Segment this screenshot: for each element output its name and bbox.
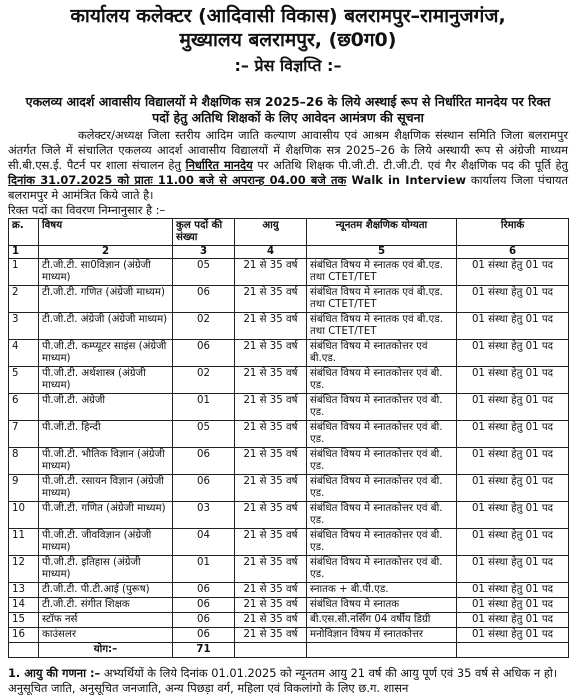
cell-qualification: संबंधित विषय मे स्नातक — [307, 598, 457, 613]
cell-posts: 05 — [173, 259, 235, 286]
cell-remark: 01 संस्था हेतु 01 पद — [457, 583, 569, 598]
col-number: 2 — [39, 246, 173, 259]
cell-remark: 01 संस्था हेतु 01 पद — [457, 421, 569, 448]
cell-posts: 06 — [173, 475, 235, 502]
cell-remark: 01 संस्था हेतु 01 पद — [457, 448, 569, 475]
table-row — [9, 313, 569, 340]
col-number: 5 — [307, 246, 457, 259]
total-empty-cell — [457, 643, 569, 658]
cell-posts: 02 — [173, 367, 235, 394]
cell-remark: 01 संस्था हेतु 01 पद — [457, 628, 569, 643]
cell-posts: 06 — [173, 448, 235, 475]
table-row — [9, 340, 569, 367]
cell-remark: 01 संस्था हेतु 01 पद — [457, 529, 569, 556]
age-note-label: 1. आयु की गणना :– — [8, 666, 101, 680]
cell-remark: 01 संस्था हेतु 01 पद — [457, 502, 569, 529]
cell-posts: 06 — [173, 583, 235, 598]
cell-serial: 3 — [9, 313, 39, 340]
cell-qualification: संबंधित विषय मे स्नातकोत्तर एवं बी. एड. — [307, 529, 457, 556]
office-location: मुख्यालय बलरामपुर, (छ0ग0) — [179, 29, 397, 51]
table-row — [9, 367, 569, 394]
col-number: 1 — [9, 246, 39, 259]
cell-serial: 7 — [9, 421, 39, 448]
cell-serial: 11 — [9, 529, 39, 556]
cell-qualification: संबंधित विषय मे स्नातकोत्तर एवं बी. एड. — [307, 394, 457, 421]
cell-qualification: मनोविज्ञान विषय में स्नातकोत्तर — [307, 628, 457, 643]
col-header-remark: रिमार्क — [457, 219, 569, 246]
col-number: 4 — [235, 246, 307, 259]
table-row — [9, 628, 569, 643]
body-text-3: कार्यालय जिला पंचायत बलरामपुर मे आमंत्रित किये जाते है। — [8, 173, 569, 202]
cell-subject: पी.जी.टी. अर्थशास्त्र (अंग्रेजी माध्यम) — [39, 367, 173, 394]
cell-serial: 9 — [9, 475, 39, 502]
cell-subject: पी.जी.टी. भौतिक विज्ञान (अंग्रेजी माध्यम) — [39, 448, 173, 475]
cell-subject: पी.जी.टी. कम्प्यूटर साइंस (अंग्रेजी माध्यम) — [39, 340, 173, 367]
cell-serial: 12 — [9, 556, 39, 583]
cell-posts: 05 — [173, 421, 235, 448]
cell-subject: पी.जी.टी. रसायन विज्ञान (अंग्रेजी माध्यम) — [39, 475, 173, 502]
cell-age: 21 से 35 वर्ष — [235, 556, 307, 583]
cell-subject: पी.जी.टी. गणित (अंग्रेजी माध्यम) — [39, 502, 173, 529]
cell-subject: स्टॉफ नर्स — [39, 613, 173, 628]
cell-subject: पी.जी.टी. अंग्रेजी — [39, 394, 173, 421]
cell-qualification: संबंधित विषय मे स्नातकोत्तर एवं बी.एड. — [307, 340, 457, 367]
col-header-serial: क्र. — [9, 219, 39, 246]
vacancy-table — [8, 218, 569, 658]
cell-remark: 01 संस्था हेतु 01 पद — [457, 286, 569, 313]
cell-qualification: संबंधित विषय मे स्नातकोत्तर एवं बी. एड. — [307, 448, 457, 475]
cell-posts: 01 — [173, 394, 235, 421]
table-row — [9, 286, 569, 313]
cell-serial: 16 — [9, 628, 39, 643]
cell-qualification: संबंधित विषय मे स्नातकोत्तर एवं बी. एड. — [307, 556, 457, 583]
cell-serial: 13 — [9, 583, 39, 598]
cell-serial: 14 — [9, 598, 39, 613]
cell-posts: 06 — [173, 286, 235, 313]
col-header-subject: विषय — [39, 219, 173, 246]
col-header-posts: कुल पदों की संख्या — [173, 219, 235, 246]
total-empty-cell — [307, 643, 457, 658]
cell-posts: 01 — [173, 556, 235, 583]
cell-posts: 06 — [173, 598, 235, 613]
notice-subject-line2: पदों हेतु अतिथि शिक्षकों के लिए आवेदन आमंत्रण की सूचना — [152, 110, 424, 125]
cell-posts: 06 — [173, 613, 235, 628]
age-note-text: अभ्यर्थियों के लिये दिनांक 01.01.2025 को न्यूनतम आयु 21 वर्ष की आयु पूर्ण एवं 35 वर्ष से अधिक न हो। अनुसूचित जाति, अनुसूचित जनजाति, अन्य पिछड़ा वर्ग, महिला एवं विकलांगो के लिए छ.ग. शासन — [8, 666, 558, 695]
cell-remark: 01 संस्था हेतु 01 पद — [457, 475, 569, 502]
cell-age: 21 से 35 वर्ष — [235, 340, 307, 367]
cell-qualification: संबंधित विषय मे स्नातकोत्तर एवं बी. एड. — [307, 367, 457, 394]
cell-age: 21 से 35 वर्ष — [235, 367, 307, 394]
cell-age: 21 से 35 वर्ष — [235, 502, 307, 529]
cell-age: 21 से 35 वर्ष — [235, 628, 307, 643]
cell-qualification: संबंधित विषय मे स्नातक एवं बी.एड. तथा CTET/TET — [307, 286, 457, 313]
cell-remark: 01 संस्था हेतु 01 पद — [457, 613, 569, 628]
cell-serial: 6 — [9, 394, 39, 421]
cell-qualification: संबंधित विषय मे स्नातकोत्तर एवं बी. एड. — [307, 421, 457, 448]
total-empty-cell — [9, 643, 39, 658]
total-row — [9, 643, 569, 658]
cell-subject: पी.जी.टी. जीवविज्ञान (अंग्रेजी माध्यम) — [39, 529, 173, 556]
cell-posts: 03 — [173, 502, 235, 529]
cell-remark: 01 संस्था हेतु 01 पद — [457, 556, 569, 583]
cell-remark: 01 संस्था हेतु 01 पद — [457, 598, 569, 613]
cell-age: 21 से 35 वर्ष — [235, 421, 307, 448]
cell-serial: 2 — [9, 286, 39, 313]
table-row — [9, 448, 569, 475]
total-label: योग:– — [39, 643, 173, 658]
press-release-heading: :– प्रेस विज्ञप्ति :– — [234, 56, 342, 75]
total-empty-cell — [235, 643, 307, 658]
cell-remark: 01 संस्था हेतु 01 पद — [457, 340, 569, 367]
cell-age: 21 से 35 वर्ष — [235, 448, 307, 475]
cell-age: 21 से 35 वर्ष — [235, 598, 307, 613]
cell-posts: 04 — [173, 529, 235, 556]
cell-subject: टी.जी.टी. सा0विज्ञान (अंग्रेजी माध्यम) — [39, 259, 173, 286]
cell-subject: टी.जी.टी. पी.टी.आई (पुरूष) — [39, 583, 173, 598]
cell-serial: 1 — [9, 259, 39, 286]
cell-serial: 4 — [9, 340, 39, 367]
cell-qualification: संबंधित विषय मे स्नातक एवं बी.एड. तथा CTET/TET — [307, 259, 457, 286]
col-number: 6 — [457, 246, 569, 259]
cell-subject: पी.जी.टी. हिन्दी — [39, 421, 173, 448]
age-calculation-note — [8, 666, 568, 696]
cell-remark: 01 संस्था हेतु 01 पद — [457, 367, 569, 394]
cell-serial: 5 — [9, 367, 39, 394]
vacancy-table-body — [9, 259, 569, 643]
cell-remark: 01 संस्था हेतु 01 पद — [457, 259, 569, 286]
col-header-qualification: न्यूनतम शैक्षणिक योग्यता — [307, 219, 457, 246]
notice-subject-line1: एकलव्य आदर्श आवासीय विद्यालयों मे शैक्षणिक सत्र 2025–26 के लिये अस्थाई रूप से निर्धारित मानदेय पर रिक्त — [25, 94, 551, 109]
table-row — [9, 556, 569, 583]
cell-qualification: संबंधित विषय मे स्नातक एवं बी.एड. तथा CTET/TET — [307, 313, 457, 340]
cell-remark: 01 संस्था हेतु 01 पद — [457, 394, 569, 421]
cell-qualification: बी.एस.सी.नर्सिंग 04 वर्षीय डिग्री — [307, 613, 457, 628]
total-value: 71 — [173, 643, 235, 658]
cell-subject: टी.जी.टी. गणित (अंग्रेजी माध्यम) — [39, 286, 173, 313]
cell-serial: 8 — [9, 448, 39, 475]
col-header-age: आयु — [235, 219, 307, 246]
table-row — [9, 502, 569, 529]
table-row — [9, 529, 569, 556]
column-number-row — [9, 246, 569, 259]
table-row — [9, 598, 569, 613]
vacancy-lead: रिक्त पदों का विवरण निम्नानुसार है :– — [8, 203, 166, 217]
cell-age: 21 से 35 वर्ष — [235, 583, 307, 598]
table-row — [9, 475, 569, 502]
table-row — [9, 583, 569, 598]
table-row — [9, 394, 569, 421]
col-number: 3 — [173, 246, 235, 259]
cell-age: 21 से 35 वर्ष — [235, 613, 307, 628]
cell-subject: टी.जी.टी. संगीत शिक्षक — [39, 598, 173, 613]
cell-posts: 06 — [173, 628, 235, 643]
cell-subject: पी.जी.टी. इतिहास (अंग्रेजी माध्यम) — [39, 556, 173, 583]
cell-age: 21 से 35 वर्ष — [235, 529, 307, 556]
interview-date-time: दिनांक 31.07.2025 को प्रातः 11.00 बजे से अपरान्ह 04.00 बजे तक — [8, 173, 347, 187]
cell-qualification: संबंधित विषय मे स्नातकोत्तर एवं बी. एड. — [307, 475, 457, 502]
office-title: कार्यालय कलेक्टर (आदिवासी विकास) बलरामपुर–रामानुजगंज, — [70, 5, 506, 27]
cell-posts: 06 — [173, 340, 235, 367]
notice-body — [8, 128, 568, 203]
body-text-2: पर अतिथि शिक्षक पी.जी.टी. टी.जी.टी. एवं गैर शैक्षणिक पद की पूर्ति हेतु — [252, 158, 568, 172]
fixed-honorarium: निर्धारित मानदेय — [185, 158, 253, 172]
table-row — [9, 259, 569, 286]
cell-age: 21 से 35 वर्ष — [235, 313, 307, 340]
table-row — [9, 613, 569, 628]
cell-subject: टी.जी.टी. अंग्रेजी (अंग्रेजी माध्यम) — [39, 313, 173, 340]
table-row — [9, 421, 569, 448]
cell-qualification: स्नातक + बी.पी.एड. — [307, 583, 457, 598]
cell-serial: 15 — [9, 613, 39, 628]
cell-remark: 01 संस्था हेतु 01 पद — [457, 313, 569, 340]
cell-posts: 02 — [173, 313, 235, 340]
cell-serial: 10 — [9, 502, 39, 529]
cell-qualification: संबंधित विषय मे स्नातकोत्तर एवं बी. एड. — [307, 502, 457, 529]
cell-subject: काउंसलर — [39, 628, 173, 643]
cell-age: 21 से 35 वर्ष — [235, 475, 307, 502]
walk-in-interview: Walk in Interview — [346, 173, 466, 187]
table-header-row — [9, 219, 569, 246]
cell-age: 21 से 35 वर्ष — [235, 286, 307, 313]
cell-age: 21 से 35 वर्ष — [235, 394, 307, 421]
body-text-1: कलेक्टर/अध्यक्ष जिला स्तरीय आदिम जाति कल्याण आवासीय एवं आश्रम शैक्षणिक संस्थान समिति जिला बलरामपुर अंतर्गत जिले में संचालित एकलव्य आदर्श आवासीय विद्यालयों में शैक्षणिक सत्र 2025–26 के लिये अस्थायी रूप से अंग्रेजी माध्यम सी.बी.एस.ई. पैटर्न पर शाला संचालन हेतु — [8, 128, 568, 172]
cell-age: 21 से 35 वर्ष — [235, 259, 307, 286]
